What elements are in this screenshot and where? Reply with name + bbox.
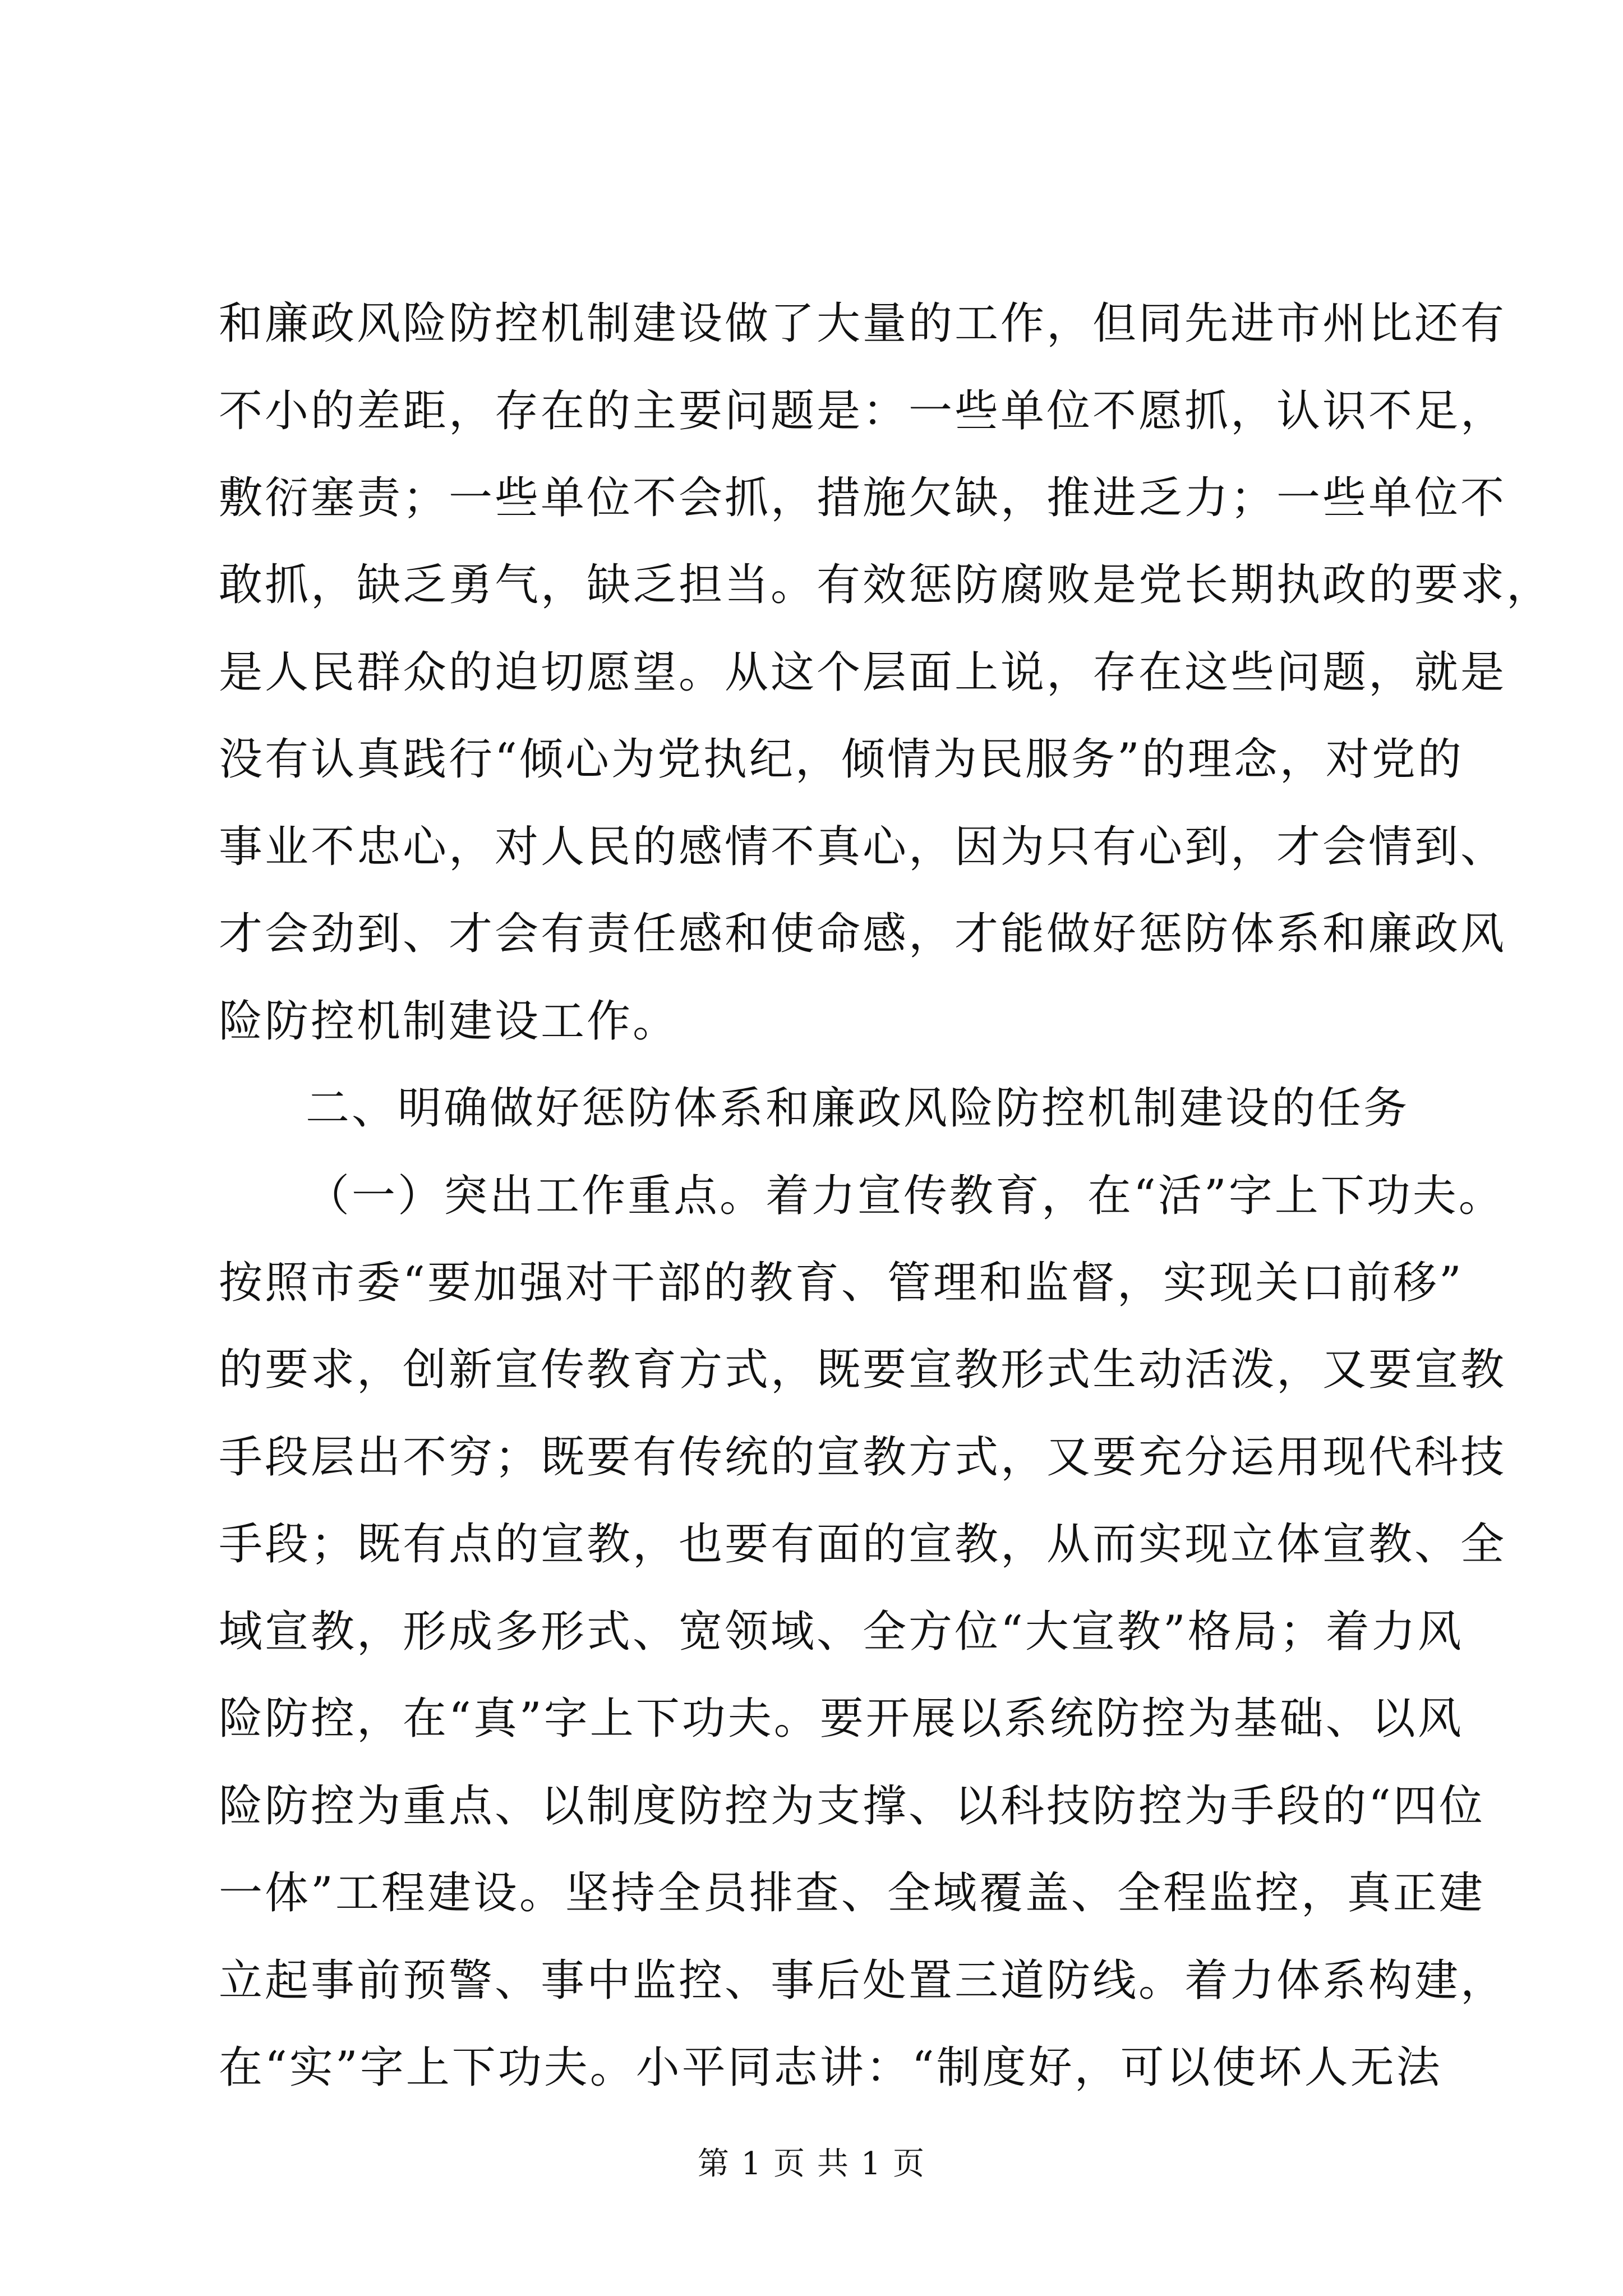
- text-line: 手段；既有点的宣教，也要有面的宣教，从而实现立体宣教、全: [219, 1519, 1507, 1570]
- text-line: 事业不忠心，对人民的感情不真心，因为只有心到，才会情到、: [219, 822, 1507, 872]
- text-line: 立起事前预警、事中监控、事后处置三道防线。着力体系构建，: [219, 1955, 1507, 2006]
- text-line: 才会劲到、才会有责任感和使命感，才能做好惩防体系和廉政风: [219, 909, 1507, 959]
- text-line: 手段层出不穷；既要有传统的宣教方式，又要充分运用现代科技: [219, 1432, 1507, 1483]
- text-line: 在“实”字上下功夫。小平同志讲：“制度好，可以使坏人无法: [219, 2042, 1442, 2093]
- text-line: 是人民群众的迫切愿望。从这个层面上说，存在这些问题，就是: [219, 647, 1507, 698]
- page-footer: 第 1 页 共 1 页: [697, 2146, 926, 2182]
- text-line: 没有认真践行“倾心为党执纪，倾情为民服务”的理念，对党的: [219, 734, 1464, 785]
- text-line: 域宣教，形成多形式、宽领域、全方位“大宣教”格局；着力风: [219, 1607, 1464, 1657]
- section-heading: 二、明确做好惩防体系和廉政风险防控机制建设的任务: [306, 1083, 1410, 1134]
- text-line: 不小的差距，存在的主要问题是：一些单位不愿抓，认识不足，: [219, 386, 1507, 436]
- text-line: 险防控为重点、以制度防控为支撑、以科技防控为手段的“四位: [219, 1781, 1485, 1832]
- text-line: 敷衍塞责；一些单位不会抓，措施欠缺，推进乏力；一些单位不: [219, 473, 1507, 523]
- text-line: 和廉政风险防控机制建设做了大量的工作，但同先进市州比还有: [219, 298, 1507, 349]
- text-line: 敢抓，缺乏勇气，缺乏担当。有效惩防腐败是党长期执政的要求，: [219, 560, 1553, 610]
- text-line: 的要求，创新宣传教育方式，既要宣教形式生动活泼，又要宣教: [219, 1345, 1507, 1395]
- text-line: 一体”工程建设。坚持全员排查、全域覆盖、全程监控，真正建: [219, 1868, 1485, 1918]
- text-line: 险防控，在“真”字上下功夫。要开展以系统防控为基础、以风: [219, 1694, 1464, 1744]
- text-line: （一）突出工作重点。着力宣传教育，在“活”字上下功夫。: [306, 1171, 1505, 1221]
- text-line: 险防控机制建设工作。: [219, 996, 679, 1047]
- text-line: 按照市委“要加强对干部的教育、管理和监督，实现关口前移”: [219, 1258, 1464, 1308]
